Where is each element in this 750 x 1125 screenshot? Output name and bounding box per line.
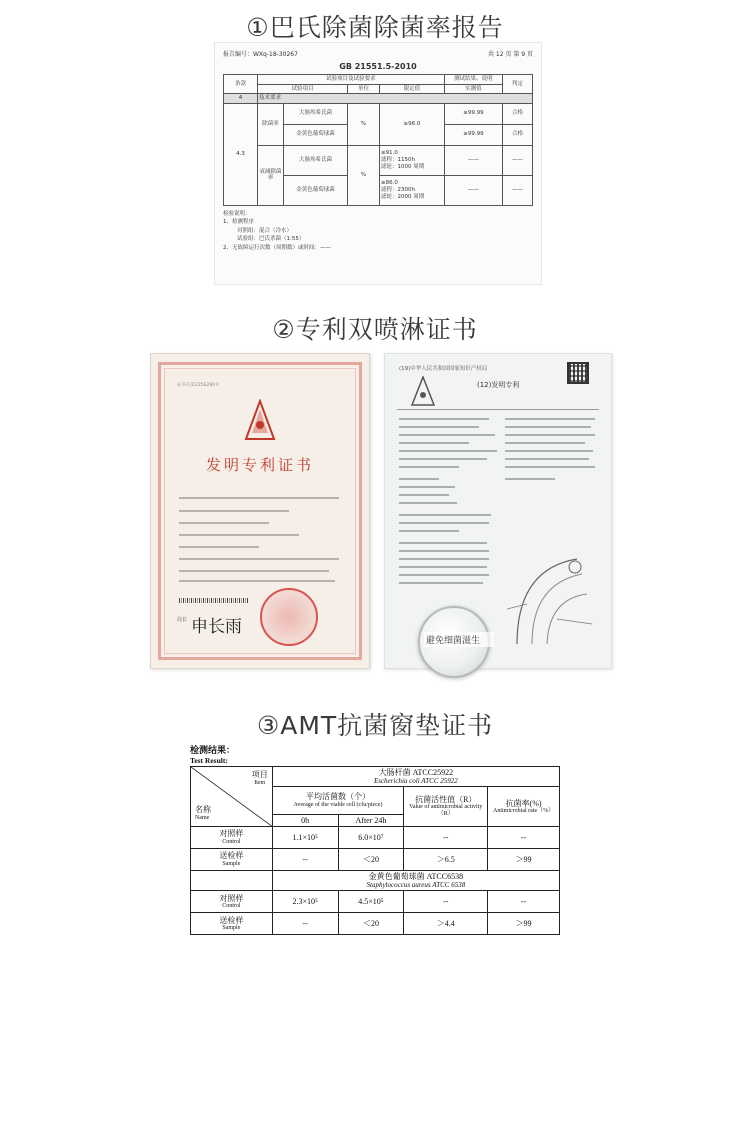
patent-kind: (12)发明专利 — [477, 381, 520, 389]
unit-percent: % — [348, 103, 380, 145]
official-seal-icon — [260, 588, 318, 646]
rate-header: 抗菌率(%) Antimicrobial rate（%） — [488, 787, 560, 827]
header-items-requirements: 试验项目及试验要求 — [258, 75, 445, 85]
text-line — [399, 466, 459, 468]
text-line — [505, 426, 591, 428]
header-item-en: Item — [254, 780, 266, 787]
sa-control-R: -- — [404, 891, 488, 913]
patent-bureau: (19)中华人民共和国国家知识产权局 — [399, 366, 488, 372]
qr-code-icon — [567, 362, 589, 384]
sa-control-label: 对照样 Control — [191, 891, 273, 913]
report-meta — [223, 49, 533, 58]
text-line — [399, 582, 483, 584]
row-4-label: 技术要求 — [258, 94, 533, 104]
text-line — [399, 566, 487, 568]
limit-decay-ecoli: ≥91.0 滤程：1150h 滤轮：1000 周期 — [380, 145, 445, 175]
limit-decay-saureus: ≥86.0 滤程：2300h 滤轮：2000 周期 — [380, 175, 445, 205]
avg-viable-header: 平均活菌数（个） Average of the viable cell (cfu/piece) — [272, 787, 404, 815]
text-line — [505, 450, 593, 452]
ecoli-verdict: 合格 — [503, 103, 533, 124]
text-line — [399, 542, 487, 544]
ec-sample-0h: -- — [272, 849, 338, 871]
sa-sample-0h: -- — [272, 913, 338, 935]
pasteurization-report-document — [214, 42, 542, 285]
ecoli-label: 大肠埃希氏菌 — [284, 103, 348, 124]
sa-control-0h: 2.3×10⁵ — [272, 891, 338, 913]
group-removal-rate: 除菌率 — [258, 103, 284, 145]
saureus-verdict: 合格 — [503, 124, 533, 145]
ec-control-24h: 6.0×10⁷ — [338, 827, 404, 849]
header-results-desc: 测试结果、说明 — [444, 75, 502, 85]
text-line — [179, 522, 269, 524]
barcode — [179, 598, 249, 603]
report-number: 报告编号：WXq-18-30267 — [223, 51, 298, 58]
text-line — [399, 514, 491, 516]
text-line — [399, 558, 489, 560]
saureus-label: 金黄色葡萄球菌 — [284, 124, 348, 145]
text-line — [399, 486, 455, 488]
header-clause: 条款 — [224, 75, 258, 94]
text-line — [505, 434, 595, 436]
header-name-en: Name — [195, 815, 210, 822]
text-line — [399, 450, 497, 452]
report-standard: GB 21551.5-2010 — [339, 62, 417, 71]
text-line — [399, 494, 449, 496]
report-notes: 检验说明： 1、检测程序 对照组：混合（冷水） 试验组：巴氏杀菌（1:55） 2、无故障运行次数（周期数）或时间：—— — [223, 210, 332, 251]
ec-sample-label: 送检样 Sample — [191, 849, 273, 871]
header-limit: 限定值 — [380, 84, 445, 94]
text-line — [179, 580, 335, 582]
text-line — [399, 530, 459, 532]
certificate-number: 证书号第2256290号 — [177, 383, 220, 388]
divider — [397, 409, 599, 410]
sa-control-24h: 4.5×10⁵ — [338, 891, 404, 913]
text-line — [505, 458, 589, 460]
ec-sample-R: ＞6.5 — [404, 849, 488, 871]
sa-sample-R: ＞4.4 — [404, 913, 488, 935]
group-decay-rate: 衰减除菌率 — [258, 145, 284, 205]
text-line — [399, 522, 489, 524]
text-line — [399, 426, 479, 428]
ecoli-label-2: 大肠埃希氏菌 — [284, 145, 348, 175]
section-title-amt-certificate: ③AMT抗菌窗垫证书 — [256, 711, 494, 740]
ec-control-R: -- — [404, 827, 488, 849]
text-line — [399, 434, 495, 436]
text-line — [179, 570, 329, 572]
text-line — [399, 418, 489, 420]
ecoli-header: 大肠杆菌 ATCC25922 Escherichia coli ATCC 25922 — [272, 767, 559, 787]
ec-sample-24h: ＜20 — [338, 849, 404, 871]
limit-removal-rate: ≥96.0 — [380, 103, 445, 145]
ecoli-measured: ≥99.99 — [444, 103, 502, 124]
sa-control-rate: -- — [488, 891, 560, 913]
ec-sample-rate: ＞99 — [488, 849, 560, 871]
text-line — [399, 458, 487, 460]
signature-title: 局长 — [177, 617, 188, 623]
report-page: 共 12 页 第 9 页 — [488, 51, 533, 58]
text-line — [179, 534, 299, 536]
result-title-en: Test Result: — [190, 756, 228, 765]
text-line — [179, 510, 289, 512]
text-line — [505, 478, 555, 480]
sa-sample-24h: ＜20 — [338, 913, 404, 935]
saureus-decay-verdict: —— — [503, 175, 533, 205]
ec-control-label: 对照样 Control — [191, 827, 273, 849]
patent-office-logo-icon — [411, 376, 435, 406]
patent-office-logo-icon — [244, 399, 276, 441]
header-item-cn: 项目 — [251, 770, 268, 779]
sa-sample-rate: ＞99 — [488, 913, 560, 935]
header-24h: After 24h — [338, 814, 404, 826]
header-diagonal-cell — [191, 767, 273, 827]
saureus-measured: ≥99.99 — [444, 124, 502, 145]
header-unit: 单位 — [348, 84, 380, 94]
text-line — [505, 442, 585, 444]
header-item: 试验项目 — [258, 84, 348, 94]
certificate-title: 发明专利证书 — [205, 456, 314, 474]
saureus-label-2: 金黄色葡萄球菌 — [284, 175, 348, 205]
patent-document — [384, 353, 612, 669]
clause-4-3: 4.3 — [224, 103, 258, 205]
section-title-pasteurization-report: ①巴氏除菌除菌率报告 — [246, 13, 504, 42]
row-4-clause: 4 — [224, 94, 258, 104]
text-line — [505, 466, 595, 468]
blank-cell — [191, 871, 273, 891]
saureus-decay-measured: —— — [444, 175, 502, 205]
ecoli-decay-measured: —— — [444, 145, 502, 175]
amt-test-result — [190, 743, 560, 951]
header-name-cn: 名称 — [195, 804, 211, 814]
section-title-patent-certificate: ②专利双喷淋证书 — [272, 315, 478, 344]
text-line — [399, 502, 457, 504]
text-line — [179, 497, 339, 499]
header-0h: 0h — [272, 814, 338, 826]
text-line — [179, 546, 259, 548]
ec-control-rate: -- — [488, 827, 560, 849]
text-line — [505, 418, 595, 420]
activity-header: 抗菌活性值（R） Value of antimicrobial activity（R） — [404, 787, 488, 827]
sa-sample-label: 送检样 Sample — [191, 913, 273, 935]
patent-drawing-icon — [497, 549, 597, 649]
unit-percent-2: % — [348, 145, 380, 205]
ec-control-0h: 1.1×10⁵ — [272, 827, 338, 849]
text-line — [399, 442, 469, 444]
amt-result-table — [190, 766, 560, 935]
ecoli-decay-verdict: —— — [503, 145, 533, 175]
patent-certificate — [150, 353, 370, 669]
result-title-cn: 检测结果： — [190, 745, 236, 755]
magnifier-text: 避免细菌滋生 — [424, 632, 494, 647]
text-line — [399, 550, 489, 552]
saureus-header: 金黄色葡萄球菌 ATCC6538 Staphylococcus aureus ATCC 6538 — [272, 871, 559, 891]
text-line — [399, 478, 439, 480]
header-verdict: 判定 — [503, 75, 533, 94]
report1-table — [223, 74, 533, 206]
text-line — [179, 558, 339, 560]
text-line — [399, 574, 489, 576]
signature: 申长雨 — [191, 617, 242, 637]
header-measured: 实测值 — [444, 84, 502, 94]
